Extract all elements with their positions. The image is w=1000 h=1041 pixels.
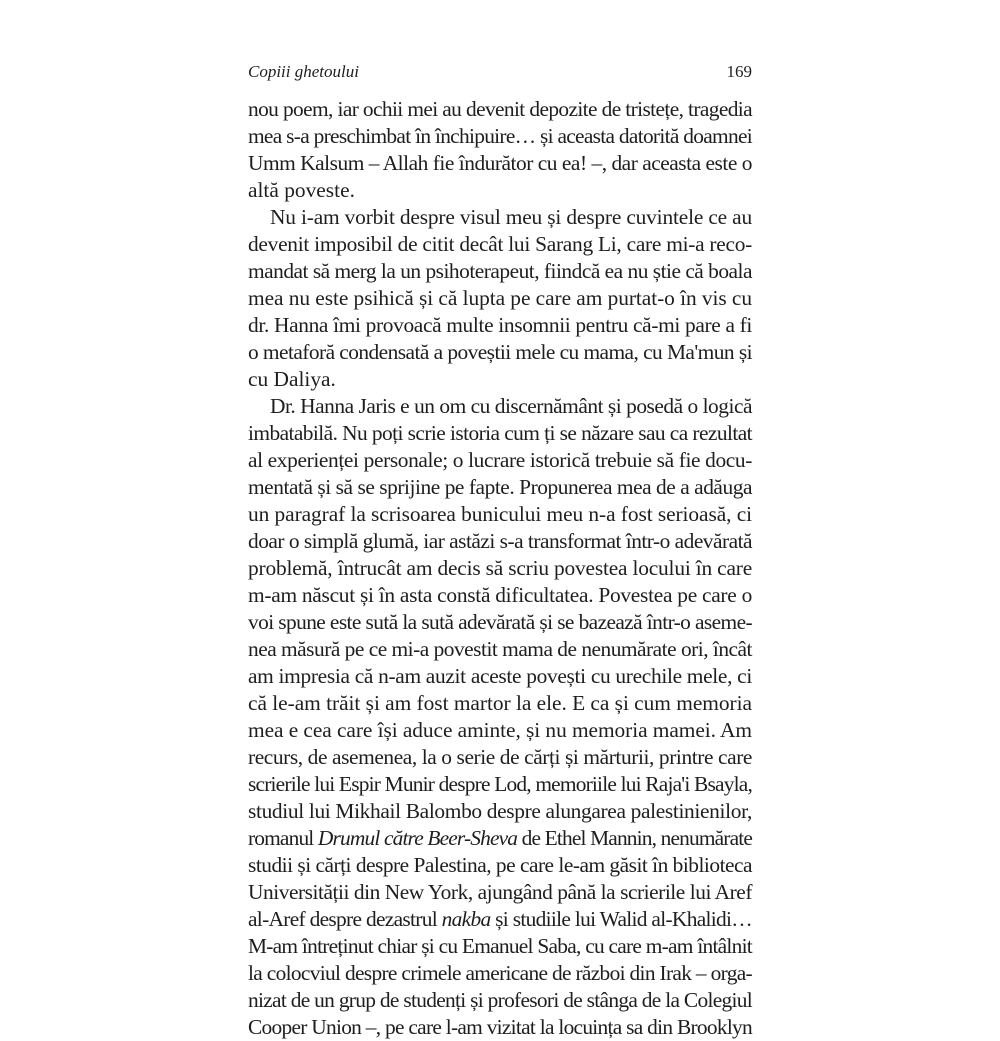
text-run: și studiile lui Walid al-Khalidi… xyxy=(490,907,752,931)
text-line: studii și cărți despre Palestina, pe care le-am găsit în biblioteca xyxy=(248,853,752,877)
text-line: mentată și să se sprijine pe fapte. Propunerea mea de a adăuga xyxy=(248,475,752,499)
text-line: studiul lui Mikhail Balombo despre alungarea palestinienilor, xyxy=(248,799,752,823)
text-line: mandat să merg la un psihoterapeut, fiindcă ea nu știe că boala xyxy=(248,259,752,283)
text-line xyxy=(248,825,752,852)
italic-title: Drumul către Beer-Sheva xyxy=(317,826,518,850)
text-line: cu Daliya. xyxy=(248,367,336,391)
text-line: dr. Hanna îmi provoacă multe insomnii pentru că-mi pare a fi xyxy=(248,313,752,337)
text-line: M-am întreținut chiar și cu Emanuel Saba, cu care m-am întâlnit xyxy=(248,934,752,958)
text-line: Dr. Hanna Jaris e un om cu discernământ și posedă o logică xyxy=(270,394,752,418)
text-line: mea e cea care își aduce aminte, și nu memoria mamei. Am xyxy=(248,718,752,742)
running-title: Copiii ghetoului xyxy=(248,62,359,81)
text-line: Umm Kalsum – Allah fie îndurător cu ea! –, dar aceasta este o xyxy=(248,151,752,175)
text-line: la colocviul despre crimele americane de război din Irak – orga- xyxy=(248,961,752,985)
text-line xyxy=(248,906,752,933)
text-line: devenit imposibil de citit decât lui Sarang Li, care mi-a reco- xyxy=(248,232,753,256)
page-number: 169 xyxy=(726,62,752,81)
running-head xyxy=(248,61,752,83)
text-line: am impresia că n-am auzit aceste povești cu urechile mele, ci xyxy=(248,664,752,688)
text-line: nou poem, iar ochii mei au devenit depozite de tristețe, tragedia xyxy=(248,97,752,121)
text-line: altă poveste. xyxy=(248,178,355,202)
text-line: voi spune este sută la sută adevărată și se bazează într-o aseme- xyxy=(248,610,752,634)
text-line: Nu i-am vorbit despre visul meu și despre cuvintele ce au xyxy=(270,205,752,229)
text-line: imbatabilă. Nu poți scrie istoria cum ți se năzare sau ca rezultat xyxy=(248,421,752,445)
text-line: doar o simplă glumă, iar astăzi s-a transformat într-o adevărată xyxy=(248,529,752,553)
text-line: nea măsură pe ce mi-a povestit mama de nenumărate ori, încât xyxy=(248,637,752,661)
text-line: că le-am trăit și am fost martor la ele. E ca și cum memoria xyxy=(248,691,752,715)
text-line: mea s-a preschimbat în închipuire… și aceasta datorită doamnei xyxy=(248,124,752,148)
text-line: problemă, întrucât am decis să scriu povestea locului în care xyxy=(248,556,752,580)
text-line: m-am născut și în asta constă dificultatea. Povestea pe care o xyxy=(248,583,753,607)
text-line: al experienței personale; o lucrare istorică trebuie să fie docu- xyxy=(248,448,752,472)
text-run: de Ethel Mannin, nenumărate xyxy=(517,826,753,850)
body-text xyxy=(248,96,752,1041)
text-line: scrierile lui Espir Munir despre Lod, memoriile lui Raja'i Bsayla, xyxy=(248,772,752,796)
text-run: al-Aref despre dezastrul xyxy=(248,907,442,931)
text-line: o metaforă condensată a poveștii mele cu mama, cu Ma'mun și xyxy=(248,340,752,364)
text-line: mea nu este psihică și că lupta pe care am purtat-o în vis cu xyxy=(248,286,752,310)
text-line: Universității din New York, ajungând până la scrierile lui Aref xyxy=(248,880,752,904)
text-line: un paragraf la scrisoarea bunicului meu n-a fost serioasă, ci xyxy=(248,502,752,526)
text-run: romanul xyxy=(248,826,318,850)
text-line: recurs, de asemenea, la o serie de cărți și mărturii, printre care xyxy=(248,745,752,769)
text-line: Cooper Union –, pe care l-am vizitat la locuința sa din Brooklyn xyxy=(248,1015,752,1039)
italic-title: nakba xyxy=(441,907,491,931)
text-line: nizat de un grup de studenți și profesori de stânga de la Colegiul xyxy=(248,988,752,1012)
